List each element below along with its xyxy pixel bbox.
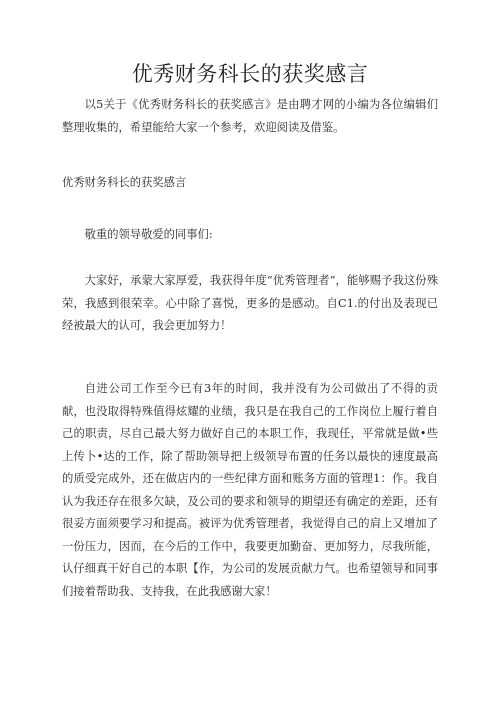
body-paragraph-2: 自进公司工作至今已有3年的时间，我并没有为公司做出了不得的贡献，也没取得特殊值得炫耀的业绩，我只是在我自己的工作岗位上履行着自己的职责，尽自己最大努力做好自己的本职工作，我现任，平常就是做•些上传卜•达的工作，除了帮助领导把上级领导布置的任务以最快的速度最高的质受完成外，还在做店内的一些纪律方面和账务方面的管理1：作。我自认为我还存在很多欠缺，及公司的要求和领导的期望还有确定的差距，还有很妥方面须要学习和提高。被评为优秀管理者，我觉得自己的肩上又增加了一份压力，因而，在今后的工作中，我要更加勤奋、更加努力，尽我所能，认仔细真干好自己的本职【作，为公司的发展贡献力气。也希望领导和同事们接着帮助我、支持我，在此我感谢大家！ [62,382,438,598]
body-paragraph-1: 大家好，承蒙大家厚爱，我获得年度“优秀管理者”，能够赐予我这份殊荣，我感到很荣幸。心中除了喜悦，更多的是感动。自C1.的付出及表现已经被最大的认可，我会更加努力！ [62,274,438,332]
document-title: 优秀财务科长的获奖感言 [131,62,369,86]
section-subtitle: 优秀财务科长的获奖感言 [62,176,187,189]
salutation: 敬重的领导敬爱的同事们: [84,228,213,241]
intro-paragraph: 以5关于《优秀财务科长的获奖感言》是由聘才网的小编为各位编辑们整理收集的，希望能给大家一个参考，欢迎阅读及借鉴。 [62,98,438,134]
